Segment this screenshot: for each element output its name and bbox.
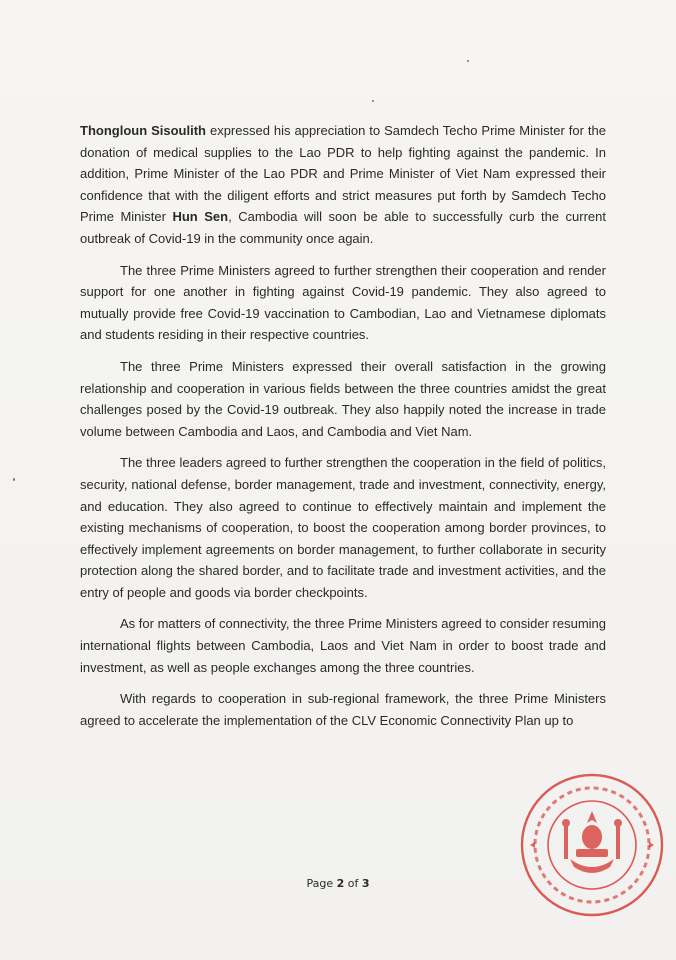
person-name: Hun Sen	[172, 209, 229, 225]
document-body	[80, 120, 606, 741]
paragraph-text: expressed his appreciation to Samdech Techo Prime Minister for the donation of medical supplies to the Lao PDR to help fighting against the pandemic. In addition, Prime Minister of the Lao PDR and Prime Minister of Viet Nam expressed their confidence that with the diligent efforts and strict measures put forth by Samdech Techo Prime Minister	[80, 123, 606, 225]
scan-speck	[13, 478, 15, 481]
paragraph-text: , Cambodia will soon be able to successfully curb the current outbreak of Covid-19 in the community once again.	[80, 209, 606, 246]
page-footer	[0, 877, 676, 890]
of-label: of	[347, 877, 359, 890]
paragraph-4: The three leaders agreed to further strengthen the cooperation in the field of politics, security, national defense, border management, trade and investment, connectivity, energy, and education. They also agreed to continue to effectively maintain and implement the existing mechanisms of cooperation, to boost the cooperation among border provinces, to effectively implement agreements on border management, to further collaborate in security protection along the shared border, and to facilitate trade and investment activities, and the entry of people and goods via border checkpoints.	[80, 455, 606, 600]
total-pages-number: 3	[361, 877, 370, 890]
page-label: Page	[306, 877, 334, 890]
paragraph-3: The three Prime Ministers expressed their overall satisfaction in the growing relationship and cooperation in various fields between the three countries amidst the great challenges posed by the Covid-19 outbreak. They also happily noted the increase in trade volume between Cambodia and Laos, and Cambodia and Viet Nam.	[80, 358, 606, 439]
paragraph-5: As for matters of connectivity, the three Prime Ministers agreed to consider resuming international flights between Cambodia, Laos and Viet Nam in order to boost trade and investment, as well as people exchanges among the three countries.	[80, 616, 607, 675]
official-seal-stamp	[518, 771, 666, 919]
scan-speck	[467, 60, 469, 62]
current-page-number: 2	[336, 877, 345, 890]
paragraph-6: With regards to cooperation in sub-regional framework, the three Prime Ministers agreed to accelerate the implementation of the CLV Economic Connectivity Plan up to	[80, 691, 606, 728]
scan-speck	[372, 100, 374, 102]
paragraph-1	[80, 120, 606, 250]
person-name: Thongloun Sisoulith	[80, 123, 206, 138]
paragraph-2: The three Prime Ministers agreed to further strengthen their cooperation and render support for one another in fighting against Covid-19 pandemic. They also agreed to mutually provide free Covid-19 vaccination to Cambodian, Lao and Vietnamese diplomats and students residing in their respective countries.	[80, 262, 606, 343]
